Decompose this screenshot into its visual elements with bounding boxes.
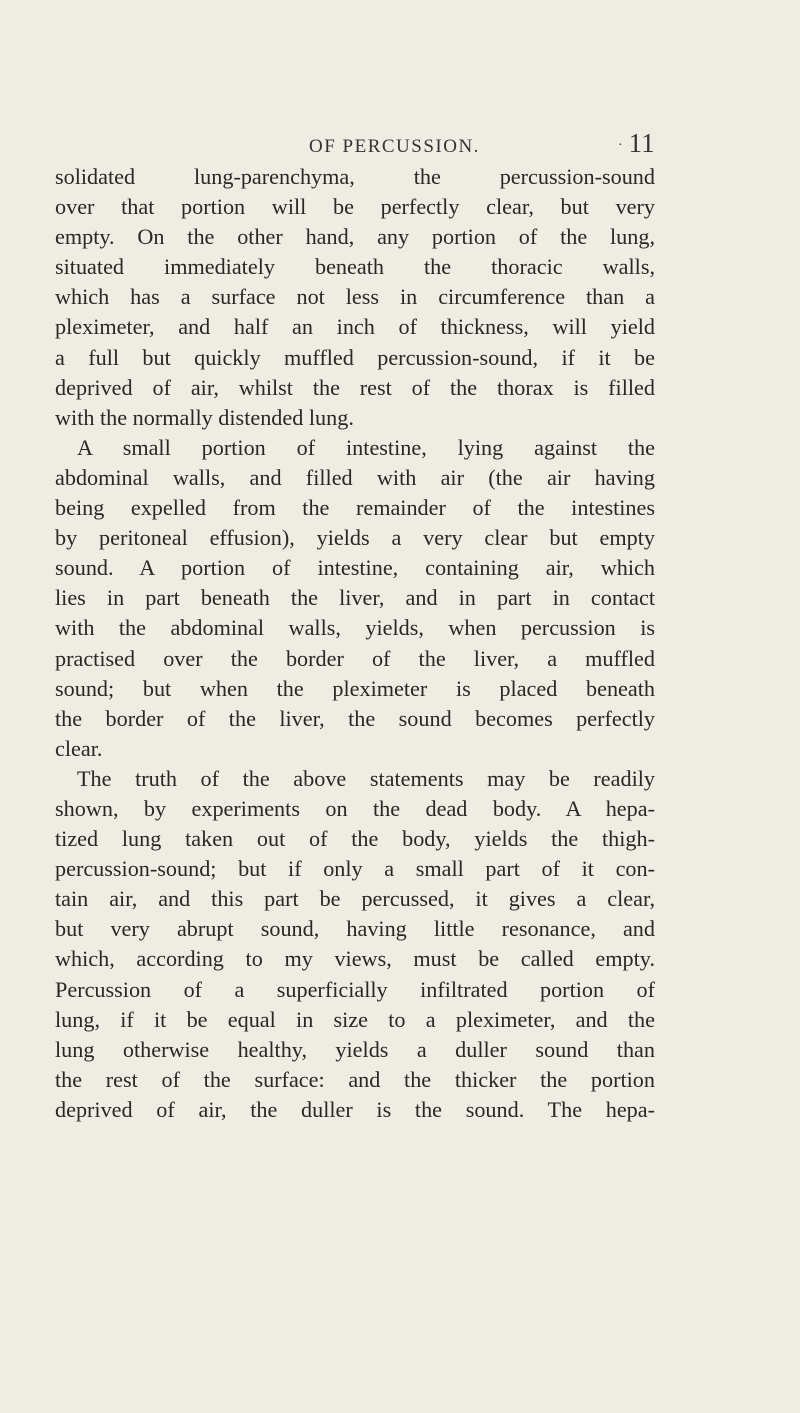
text-line: shown, by experiments on the dead body. A hepa- [55,795,655,821]
text-line: The truth of the above statements may be readily [77,765,655,791]
text-line: lung, if it be equal in size to a pleximeter, and the [55,1006,655,1032]
text-line: empty. On the other hand, any portion of the lung, [55,224,655,250]
text-line: tized lung taken out of the body, yields the thigh- [55,826,655,852]
text-line: situated immediately beneath the thoracic walls, [55,254,655,280]
text-line: the rest of the surface: and the thicker the portion [55,1066,655,1092]
text-line: percussion-sound; but if only a small part of it con- [55,856,655,882]
text-line: which has a surface not less in circumference than a [55,284,655,310]
page-number: 11 [628,128,655,158]
text-line: pleximeter, and half an inch of thickness, will yield [55,314,655,340]
text-line: Percussion of a superficially infiltrated portion of [55,976,655,1002]
text-line: sound. A portion of intestine, containing air, which [55,555,655,581]
text-line: deprived of air, whilst the rest of the thorax is filled [55,374,655,400]
running-title: OF PERCUSSION. [309,136,480,157]
text-line: being expelled from the remainder of the intestines [55,495,655,521]
text-line: by peritoneal effusion), yields a very clear but empty [55,525,655,551]
text-line: which, according to my views, must be called empty. [55,946,655,972]
text-line: but very abrupt sound, having little resonance, and [55,916,655,942]
text-line: the border of the liver, the sound becomes perfectly [55,705,655,731]
text-line: a full but quickly muffled percussion-sound, if it be [55,344,655,370]
text-line: sound; but when the pleximeter is placed beneath [55,675,655,701]
text-line: practised over the border of the liver, a muffled [55,645,655,671]
text-line: with the abdominal walls, yields, when percussion is [55,615,655,641]
text-line: over that portion will be perfectly clear, but very [55,194,655,220]
text-line: solidated lung-parenchyma, the percussion-sound [55,164,655,189]
text-line: tain air, and this part be percussed, it gives a clear, [55,886,655,912]
text-line: clear. [55,735,103,761]
text-line: with the normally distended lung. [55,404,354,430]
text-line: A small portion of intestine, lying against the [77,434,655,460]
text-line: lung otherwise healthy, yields a duller sound than [55,1036,655,1062]
body-text [55,162,655,1125]
text-line: abdominal walls, and filled with air (the air having [55,464,655,490]
text-line: lies in part beneath the liver, and in part in contact [55,585,655,611]
page-number-mark: · [618,137,623,153]
text-line: deprived of air, the duller is the sound. The hepa- [55,1096,655,1122]
page-number-block [618,128,655,159]
